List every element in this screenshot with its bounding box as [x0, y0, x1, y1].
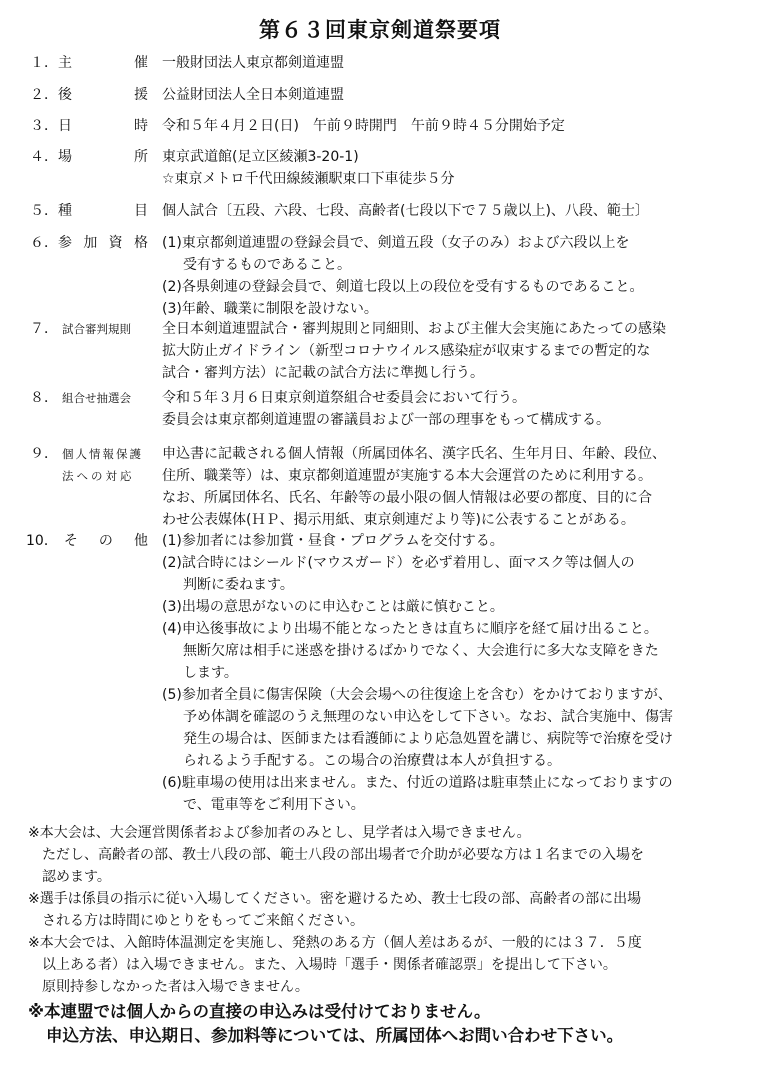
- final-notice: [28, 1000, 743, 1048]
- item-label: ７． 試合審判規則: [30, 321, 131, 337]
- final-line: ※本連盟では個人からの直接の申込みは受付けておりません。: [28, 1002, 491, 1021]
- item-draw: [30, 387, 742, 431]
- item-label: ５． 種 目: [30, 203, 148, 219]
- note-line: 認めます。: [42, 869, 111, 885]
- item-eligibility: [30, 232, 742, 320]
- note-line: ※本大会は、大会運営関係者および参加者のみとし、見学者は入場できません。: [28, 825, 531, 841]
- note-line: 以上ある者）は入場できません。また、入場時「選手・関係者確認票」を提出して下さい。: [42, 957, 617, 973]
- item-label: ８． 組合せ抽選会: [30, 390, 131, 406]
- note-line: ※選手は係員の指示に従い入場してください。密を避けるため、教士七段の部、高齢者の部に出場: [28, 891, 642, 907]
- item-datetime: [30, 115, 742, 137]
- item-value: 令和５年３月６日東京剣道祭組合せ委員会において行う。 委員会は東京都剣道連盟の審議員および一部の理事をもって構成する。: [162, 390, 610, 428]
- item-value: 令和５年４月２日(日) 午前９時開門 午前９時４５分開始予定: [162, 118, 565, 134]
- notes-block: [28, 822, 743, 998]
- item-value: 公益財団法人全日本剣道連盟: [162, 87, 344, 103]
- item-value: 東京武道館(足立区綾瀬3-20-1) ☆東京メトロ千代田線綾瀬駅東口下車徒歩５分: [162, 149, 455, 187]
- item-other: [26, 530, 742, 816]
- item-value: 全日本剣道連盟試合・審判規則と同細則、および主催大会実施にあたっての感染 拡大防止ガイドライン（新型コロナウイルス感染症が収束するまでの暫定的な 試合・審判方法）に記載の試合方法に準拠し行う。: [162, 321, 666, 381]
- note-line: 原則持参しなかった者は入場できません。: [42, 979, 309, 995]
- item-organizer: [30, 52, 742, 74]
- item-label: ９． 個人情報保護 法への対応: [30, 446, 143, 483]
- item-venue: [30, 146, 742, 190]
- item-label: 10． そ の 他: [26, 533, 148, 549]
- item-privacy: [30, 443, 742, 531]
- item-sponsor: [30, 84, 742, 106]
- item-label: １． 主 催: [30, 55, 148, 71]
- item-value: 一般財団法人東京都剣道連盟: [162, 55, 344, 71]
- item-value: 申込書に記載される個人情報（所属団体名、漢字氏名、生年月日、年齢、段位、 住所、職業等）は、東京都剣道連盟が実施する本大会運営のために利用する。 なお、所属団体名、氏名、年齢等の最小限の個人情報は必要の都度、目的に合 わせ公表媒体(ＨＰ、掲示用紙、東京剣連だより等)に公表することがある。: [162, 446, 666, 528]
- final-line: 申込方法、申込期日、参加料等については、所属団体へお問い合わせ下さい。: [46, 1026, 624, 1045]
- item-label: ３． 日 時: [30, 118, 148, 134]
- item-value: (1)東京都剣道連盟の登録会員で、剣道五段（女子のみ）および六段以上を 受有するものであること。 (2)各県剣連の登録会員で、剣道七段以上の段位を受有するものであること。 (3)年齢、職業に制限を設けない。: [162, 235, 644, 317]
- note-line: ※本大会では、入館時体温測定を実施し、発熱のある方（個人差はあるが、一般的には３７．５度: [28, 935, 642, 951]
- item-label: ２． 後 援: [30, 87, 148, 103]
- item-value: 個人試合〔五段、六段、七段、高齢者(七段以下で７５歳以上)、八段、範士〕: [162, 203, 649, 219]
- item-label: ６． 参加資格: [30, 235, 148, 251]
- page-title: 第６３回東京剣道祭要項: [259, 18, 501, 42]
- item-rules: [30, 318, 742, 384]
- item-events: [30, 200, 742, 222]
- item-label: ４． 場 所: [30, 149, 148, 165]
- item-value: (1)参加者には参加賞・昼食・プログラムを交付する。 (2)試合時にはシールド(マウスガード）を必ず着用し、面マスク等は個人の 判断に委ねます。 (3)出場の意思がないのに申込むことは厳に慎むこと。 (4)申込後事故により出場不能となったときは直ちに順序を経て届け出ること。 無断欠席は相手に迷惑を掛けるばかりでなく、大会進行に多大な支障をきた します。 (5)参加者全員に傷害保険（大会会場への往復途上を含む）をかけておりますが、 予め体調を確認のうえ無理のない申込をして下さい。なお、試合実施中、傷害 発生の場合は、医師または看護師により応急処置を講じ、病院等で治療を受け られるよう手配する。この場合の治療費は本人が負担する。 (6)駐車場の使用は出来ません。また、付近の道路は駐車禁止になっておりますの で、電車等をご利用下さい。: [162, 533, 673, 813]
- note-line: ただし、高齢者の部、教士八段の部、範士八段の部出場者で介助が必要な方は１名までの入場を: [42, 847, 644, 863]
- note-line: される方は時間にゆとりをもってご来館ください。: [42, 913, 364, 929]
